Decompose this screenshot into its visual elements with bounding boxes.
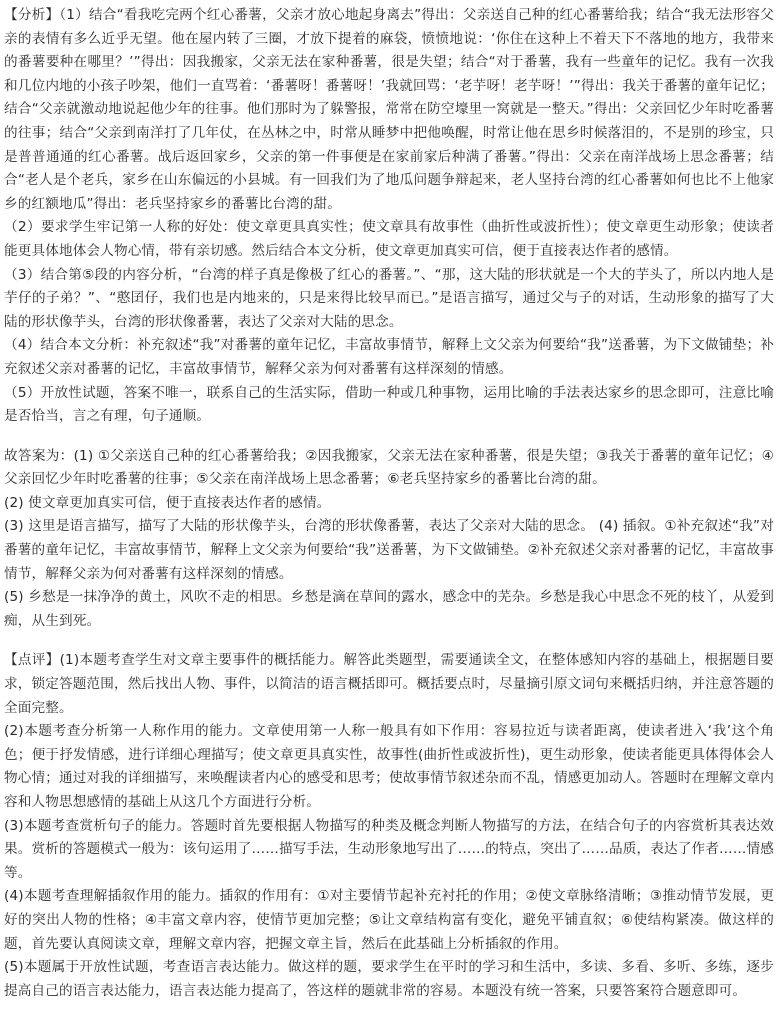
section-spacer: [4, 633, 774, 649]
answer-paragraph-3: (3) 这里是语言描写，描写了大陆的形状像芋头，台湾的形状像番薯，表达了父亲对大陆的思念。 (4) 插叙。①补充叙述“我”对番薯的童年记忆，丰富故事情节，解释上文父亲为何要给“我”送番薯，为下文做铺垫。②补充叙述父亲对番薯的记忆，丰富故事情节，解释父亲为何对番薯有这样深刻的情感。: [4, 518, 774, 582]
comment-paragraph-5: (5)本题属于开放性试题，考查语言表达能力。做这样的题，要求学生在平时的学习和生活中，多读、多看、多听、多练，逐步提高自己的语言表达能力，语言表达能力提高了，答这样的题就非常的容易。本题没有统一答案，只要答案符合题意即可。: [4, 959, 774, 999]
comment-paragraph-4: (4)本题考查理解插叙作用的能力。插叙的作用有：①对主要情节起补充衬托的作用；②使文章脉络清晰；③推动情节发展，更好的突出人物的性格；④丰富文章内容，使情节更加完整；⑤让文章结构富有变化，避免平铺直叙；⑥使结构紧凑。做这样的题，首先要认真阅读文章，理解文章内容，把握文章主旨，然后在此基础上分析插叙的作用。: [4, 888, 774, 952]
answer-paragraph-4: (5) 乡愁是一抹净净的黄土，风吹不走的相思。乡愁是滴在草间的露水，感念中的芜杂。乡愁是我心中思念不死的枝丫，从爱到痴，从生到死。: [4, 589, 774, 629]
analysis-paragraph-5: （5）开放性试题，答案不唯一，联系自己的生活实际，借助一种或几种事物，运用比喻的手法表达家乡的思念即可，注意比喻是否恰当，言之有理，句子通顺。: [4, 384, 774, 425]
comment-paragraph-2: (2)本题考查分析第一人称作用的能力。文章使用第一人称一般具有如下作用：容易拉近与读者距离，使读者进入‘我’这个角色；便于抒发情感，进行详细心理描写；使文章更具真实性，故事性(曲折性或波折性)，更生动形象，使读者能更具体得体会人物心情；通过对我的详细描写，来唤醒读者内心的感受和思考；使故事情节叙述杂而不乱，情感更加动人。答题时在理解文章内容和人物思想感情的基础上从这几个方面进行分析。: [4, 723, 774, 810]
comment-section: [4, 649, 774, 1003]
answer-paragraph-2: (2) 使文章更加真实可信，便于直接表达作者的感情。: [4, 494, 331, 511]
comment-paragraph-3: (3)本题考查赏析句子的能力。答题时首先要根据人物描写的种类及概念判断人物描写的方法，在结合句子的内容赏析其表达效果。赏析的答题模式一般为：该句运用了……描写手法，生动形象地写出了……的特点，突出了……品质，表达了作者……情感等。: [4, 817, 774, 881]
analysis-section: [4, 4, 774, 429]
analysis-paragraph-3: （3）结合第⑤段的内容分析，“台湾的样子真是像极了红心的番薯。”、“那，这大陆的形状就是一个大的芋头了，所以内地人是芋仔的子弟？”、“憨囝仔，我们也是内地来的，只是来得比较早而已。”是语言描写，通过父与子的对话，生动形象的描写了大陆的形状像芋头，台湾的形状像番薯，表达了父亲对大陆的思念。: [4, 266, 774, 330]
answer-section: [4, 445, 774, 634]
analysis-paragraph-4: （4）结合本文分析：补充叙述“我”对番薯的童年记忆，丰富故事情节，解释上文父亲为何要给“我”送番薯，为下文做铺垫；补充叙述父亲对番薯的记忆，丰富故事情节，解释父亲为何对番薯有这样深刻的情感。: [4, 337, 774, 377]
analysis-paragraph-1: 【分析】（1）结合“看我吃完两个红心番薯，父亲才放心地起身离去”得出：父亲送自己种的红心番薯给我；结合“我无法形容父亲的表情有多么近乎无望。他在屋内转了三圈，才放下提着的麻袋，愤愤地说：‘你住在这种上不着天下不落地的地方，我带来的番薯要种在哪里？’”得出：因我搬家，父亲无法在家种番薯，很是失望；结合“对于番薯，我有一些童年的记忆。我有一次我和几位内地的小孩子吵架，他们一直骂着：‘番薯呀！番薯呀！’我就回骂：‘老芋呀！老芋呀！’”得出：我关于番薯的童年记忆；结合“父亲就激动地说起他少年的往事。他们那时为了躲警报，常常在防空壕里一窝就是一整天。”得出：父亲回忆少年时吃番薯的往事；结合“父亲到南洋打了几年仗，在丛林之中，时常从睡梦中把他唤醒，时常让他在思乡时候落泪的，不是别的珍宝，只是普普通通的红心番薯。战后返回家乡，父亲的第一件事便是在家前家后种满了番薯。”得出：父亲在南洋战场上思念番薯；结合“老人是个老兵，家乡在山东偏远的小县城。有一回我们为了地瓜问题争辩起来，老人坚持台湾的红心番薯如何也比不上他家乡的红额地瓜”得出：老兵坚持家乡的番薯比台湾的甜。: [4, 7, 774, 212]
analysis-paragraph-2: （2）要求学生牢记第一人称的好处：使文章更具真实性；使文章具有故事性（曲折性或波折性）；使文章更生动形象；使读者能更具体地体会人物心情，带有亲切感。然后结合本文分析，使文章更加真实可信，便于直接表达作者的感情。: [4, 219, 774, 259]
answer-paragraph-1: 故答案为：(1) ①父亲送自己种的红心番薯给我；②因我搬家，父亲无法在家种番薯，很是失望；③我关于番薯的童年记忆；④父亲回忆少年时吃番薯的往事；⑤父亲在南洋战场上思念番薯；⑥老兵坚持家乡的番薯比台湾的甜。: [4, 447, 774, 488]
comment-paragraph-1: 【点评】(1)本题考查学生对文章主要事件的概括能力。解答此类题型，需要通读全文，在整体感知内容的基础上，根据题目要求，锁定答题范围，然后找出人物、事件，以简洁的语言概括即可。概括要点时，尽量摘引原文词句来概括归纳，并注意答题的全面完整。: [4, 652, 774, 716]
section-spacer: [4, 429, 774, 445]
